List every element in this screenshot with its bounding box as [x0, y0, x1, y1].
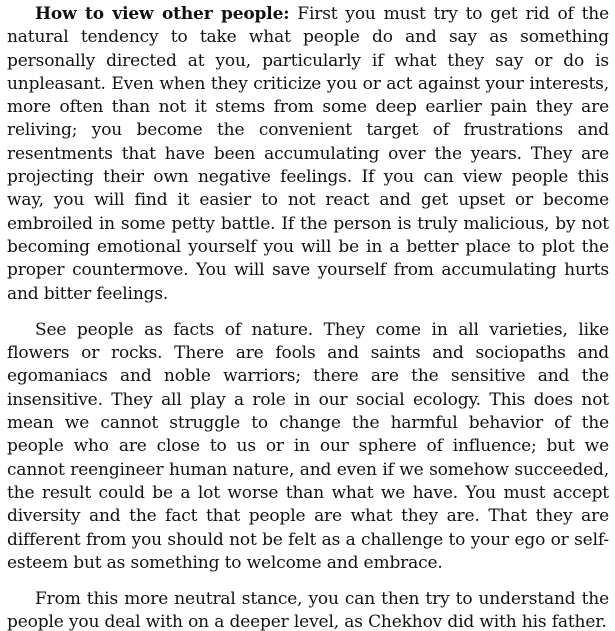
paragraph-neutral-stance: From this more neutral stance, you can then try to understand the people you deal with on a deeper level, as Chekhov did with his father.: [7, 589, 609, 631]
paragraph-how-to-view-people: [7, 3, 609, 306]
paragraph-lead-heading: How to view other people:: [35, 4, 290, 24]
paragraph-body-text: First you must try to get rid of the natural tendency to take what people do and say as something personally directed at you, particularly if what they say or do is unpleasant. Even when they criticize you or act against your interests, more often than not it stems from some deep earlier pain they are reliving; you become the convenient target of frustrations and resentments that have been accumulating over the years. They are projecting their own negative feelings. If you can view people this way, you will find it easier to not react and get upset or become embroiled in some petty battle. If the person is truly malicious, by not becoming emotional yourself you will be in a better place to plot the proper countermove. You will save yourself from accumulating hurts and bitter feelings.: [7, 4, 609, 304]
paragraph-facts-of-nature: See people as facts of nature. They come in all varieties, like flowers or rocks. There are fools and saints and sociopaths and egomaniacs and noble warriors; there are the sensitive and the insensitive. They all play a role in our social ecology. This does not mean we cannot struggle to change the harmful behavior of the people who are close to us or in our sphere of influence; but we cannot reengineer human nature, and even if we somehow succeeded, the result could be a lot worse than what we have. You must accept diversity and the fact that people are what they are. That they are different from you should not be felt as a challenge to your ego or self-esteem but as something to welcome and embrace.: [7, 319, 609, 573]
